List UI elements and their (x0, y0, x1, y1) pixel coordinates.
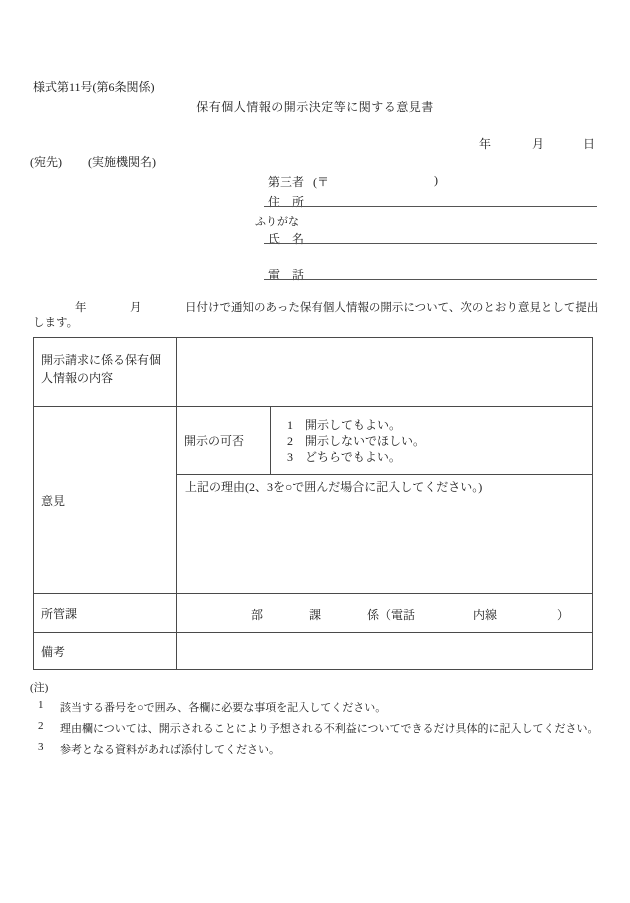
opinion-form-table (33, 337, 593, 670)
note-item-3 (38, 741, 280, 757)
date-day-label: 日 (583, 137, 596, 151)
postal-code-open: (〒 (313, 175, 329, 189)
note-text: 参考となる資料があれば添付してください。 (60, 744, 280, 756)
address-fill-line (264, 206, 597, 207)
name-fill-line (264, 243, 597, 244)
option-text: どちらでもよい。 (305, 449, 401, 464)
option-do-not-disclose (287, 433, 592, 449)
intro-paragraph-line1: 日付けで通知のあった保有個人情報の開示について、次のとおり意見として提出 (185, 302, 599, 314)
table-row-remarks (34, 633, 592, 669)
option-either-way (287, 449, 592, 465)
option-disclose-ok (287, 417, 592, 433)
intro-paragraph-line2: します。 (33, 317, 79, 329)
unit-phone-label: 係（電話 (367, 608, 416, 622)
table-row-section (34, 594, 592, 633)
option-text: 開示してもよい。 (305, 417, 402, 432)
table-row-request-content (34, 338, 592, 407)
furigana-label: ふりがな (255, 216, 299, 228)
notes-header: (注) (30, 682, 49, 694)
disclosure-permission-row (177, 407, 592, 475)
option-number: 3 (287, 449, 293, 464)
division-label: 課 (309, 608, 322, 622)
form-number: 様式第11号(第6条関係) (33, 80, 155, 94)
extension-label: 内線 (473, 608, 498, 622)
phone-label: 電 話 (268, 268, 305, 282)
note-number: 1 (38, 699, 44, 711)
option-number: 1 (287, 417, 293, 432)
request-content-value-cell (177, 338, 592, 406)
postal-code-close: ) (434, 173, 438, 187)
note-text: 該当する番号を○で囲み、各欄に必要な事項を記入してください。 (60, 702, 387, 714)
agency-name-label: (実施機関名) (88, 155, 156, 169)
disclosure-options (271, 407, 592, 474)
page-title: 保有個人情報の開示決定等に関する意見書 (196, 100, 434, 114)
date-month-label: 月 (532, 137, 545, 151)
note-text: 理由欄については、開示されることにより予想される不利益についてできるだけ具体的に記入してください。 (60, 723, 599, 735)
note-number: 2 (38, 720, 44, 732)
reason-label: 上記の理由(2、3を○で囲んだ場合に記入してください。) (185, 480, 483, 494)
paren-close: ） (557, 608, 570, 622)
intro-month-label: 月 (130, 302, 142, 314)
table-row-opinion (34, 407, 592, 594)
department-label: 部 (251, 608, 264, 622)
option-number: 2 (287, 433, 293, 448)
addressee-label: (宛先) (30, 155, 62, 169)
phone-fill-line (264, 279, 597, 280)
option-text: 開示しないでほしい。 (305, 433, 426, 448)
third-party-label: 第三者 (268, 175, 305, 189)
request-content-label: 開示請求に係る保有個人情報の内容 (34, 338, 177, 406)
intro-year-label: 年 (75, 302, 87, 314)
opinion-label: 意見 (34, 407, 177, 593)
note-item-2 (38, 720, 599, 736)
section-label: 所管課 (34, 594, 177, 632)
note-item-1 (38, 699, 386, 715)
reason-cell (177, 475, 592, 593)
section-value-cell (177, 594, 592, 632)
name-label: 氏 名 (268, 232, 305, 246)
note-number: 3 (38, 741, 44, 753)
remarks-label: 備考 (34, 633, 177, 669)
remarks-value-cell (177, 633, 592, 669)
address-label: 住 所 (268, 195, 305, 209)
disclosure-label: 開示の可否 (177, 407, 271, 474)
date-year-label: 年 (479, 137, 492, 151)
